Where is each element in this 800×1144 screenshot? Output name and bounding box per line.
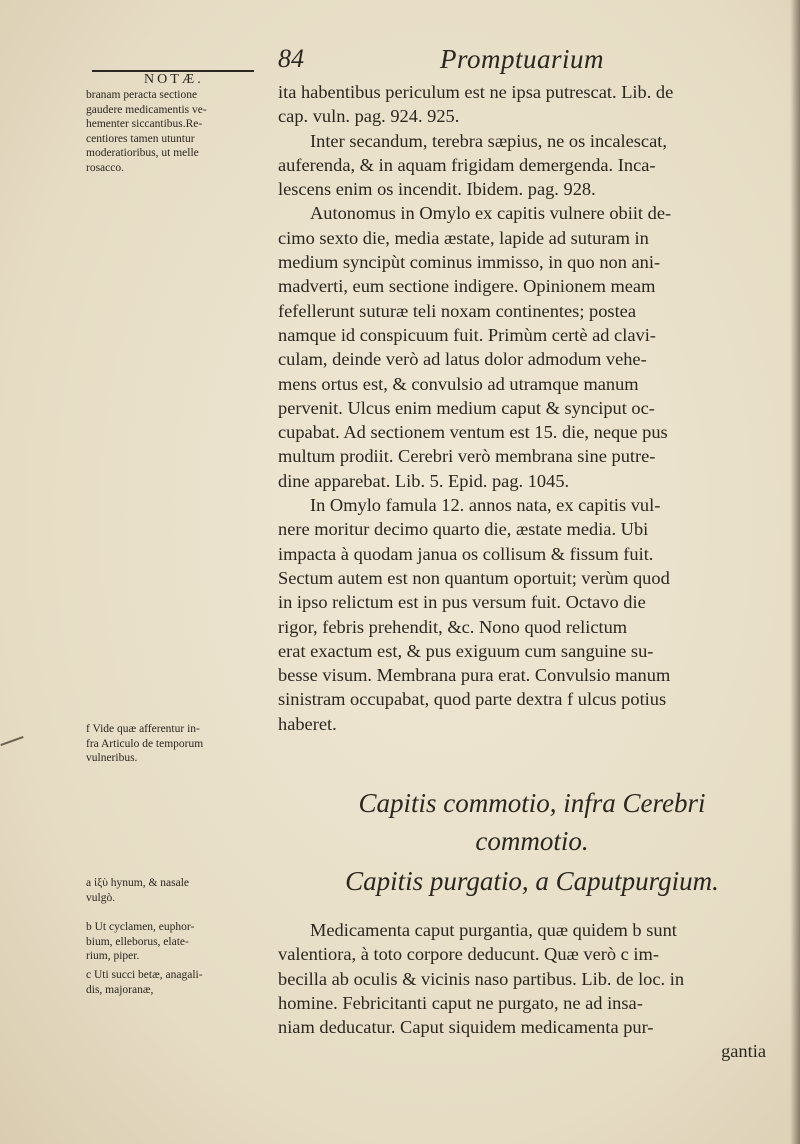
body-line: madverti, eum sectione indigere. Opinionem meam [278, 276, 656, 297]
body-line: multum prodiit. Cerebri verò membrana sine putre- [278, 446, 656, 467]
margin-line: rium, piper. [86, 950, 140, 962]
main-text [278, 80, 770, 736]
margin-note-3 [86, 876, 276, 905]
margin-line: branam peracta sectione [86, 89, 198, 101]
body-line: besse visum. Membrana pura erat. Convulsio manum [278, 665, 671, 686]
margin-notes-label: NOTÆ. [144, 72, 204, 87]
margin-note-2 [86, 722, 276, 766]
body-line: impacta à quodam janua os collisum & fissum fuit. [278, 543, 654, 564]
section-heading-purgatio: Capitis purgatio, a Caputpurgium. [345, 866, 719, 896]
body-line: homine. Febricitanti caput ne purgato, ne ad insa- [278, 992, 643, 1013]
body-line: in ipso relictum est in pus versum fuit. Octavo die [278, 592, 646, 613]
margin-line: a ἰξὺ hynum, & nasale [86, 877, 190, 889]
body-line: sinistram occupabat, quod parte dextra f ulcus potius [278, 689, 667, 710]
section-heading-commotio-cont: commotio. [475, 826, 589, 856]
margin-line: moderatioribus, ut melle [86, 147, 199, 159]
body-line: mens ortus est, & convulsio ad utramque manum [278, 373, 639, 394]
body-line: auferenda, & in aquam frigidam demergenda. Inca- [278, 154, 656, 175]
margin-line: b Ut cyclamen, euphor- [86, 921, 195, 933]
body-line: lescens enim os incendit. Ibidem. pag. 928. [278, 179, 596, 200]
body-line: dine apparebat. Lib. 5. Epid. pag. 1045. [278, 470, 570, 491]
body-line: cimo sexto die, media æstate, lapide ad suturam in [278, 227, 649, 248]
body-line: cupabat. Ad sectionem ventum est 15. die, neque pus [278, 422, 668, 443]
purgatio-text [278, 918, 770, 1064]
body-line: ita habentibus periculum est ne ipsa putrescat. Lib. de [278, 82, 674, 102]
margin-line: hementer siccantibus.Re- [86, 118, 203, 130]
section-heading-commotio: Capitis commotio, infra Cerebri [358, 788, 706, 818]
ink-mark [0, 736, 23, 746]
margin-line: dis, majoranæ, [86, 983, 154, 996]
margin-line: bium, elleborus, elate- [86, 935, 189, 948]
margin-line: vulneribus. [86, 752, 138, 764]
body-line: rigor, febris prehendit, &c. Nono quod relictum [278, 616, 628, 637]
body-line: becilla ab oculis & vicinis naso partibus. Lib. de loc. in [278, 968, 685, 989]
body-line: erat exactum est, & pus exiguum cum sanguine su- [278, 640, 654, 661]
body-line: Sectum autem est non quantum oportuit; verùm quod [278, 567, 670, 588]
body-line: Inter secandum, terebra sæpius, ne os incalescat, [310, 130, 667, 151]
margin-line: rosacco. [86, 161, 124, 174]
body-line: cap. vuln. pag. 924. 925. [278, 106, 460, 127]
margin-line: centiores tamen utuntur [86, 132, 195, 145]
margin-line: gaudere medicamentis ve- [86, 103, 207, 116]
margin-line: f Vide quæ afferentur in- [86, 723, 200, 735]
body-line: pervenit. Ulcus enim medium caput & synciput oc- [278, 397, 655, 418]
body-line: In Omylo famula 12. annos nata, ex capitis vul- [310, 495, 661, 516]
page-number: 84 [278, 44, 304, 73]
body-line: Autonomus in Omylo ex capitis vulnere obiit de- [310, 203, 672, 224]
body-line: haberet. [278, 713, 337, 734]
catchword: gantia [721, 1041, 766, 1062]
margin-line: vulgò. [86, 891, 116, 904]
margin-note-4 [86, 920, 276, 964]
body-line: culam, deinde verò ad latus dolor admodum vehe- [278, 349, 647, 370]
body-line: niam deducatur. Caput siquidem medicamenta pur- [278, 1017, 654, 1038]
margin-line: fra Articulo de temporum [86, 737, 204, 750]
margin-note-1 [86, 88, 276, 175]
page-edge-shadow [790, 0, 800, 1144]
body-line: Medicamenta caput purgantia, quæ quidem b sunt [310, 920, 677, 940]
body-line: namque id conspicuum fuit. Primùm certè ad clavi- [278, 324, 656, 345]
running-head: Promptuarium [440, 44, 605, 74]
body-line: nere moritur decimo quarto die, æstate media. Ubi [278, 519, 649, 540]
margin-note-5 [86, 968, 276, 997]
body-line: fefellerunt suturæ teli noxam continentes; postea [278, 300, 637, 321]
margin-line: c Uti succi betæ, anagali- [86, 969, 203, 981]
body-line: medium syncipùt cominus immisso, in quo non ani- [278, 252, 661, 273]
body-line: valentiora, à toto corpore deducunt. Quæ verò c im- [278, 944, 659, 965]
